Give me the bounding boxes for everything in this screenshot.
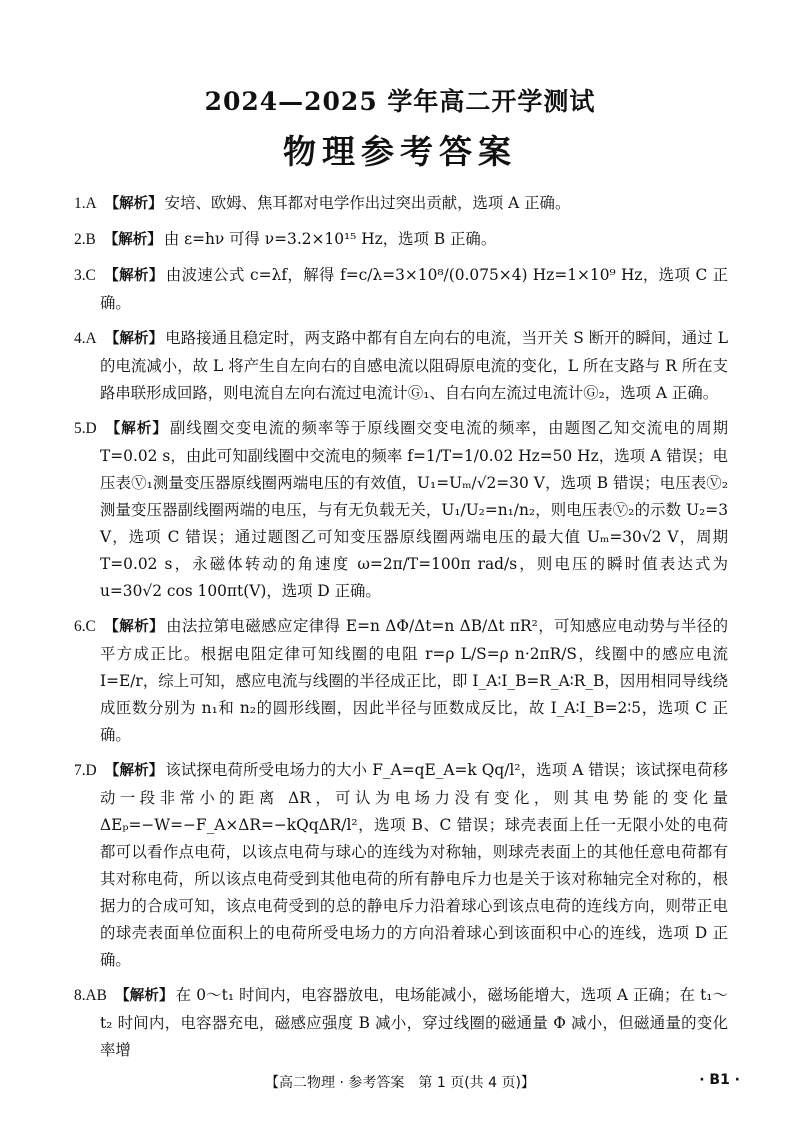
- analysis-tag: 【解析】: [104, 421, 168, 437]
- analysis-tag: 【解析】: [114, 988, 174, 1004]
- answer-number: 7.D: [74, 762, 97, 779]
- answer-number: 8.AB: [74, 987, 107, 1004]
- answer-text: 副线圈交变电流的频率等于原线圈交变电流的频率，由题图乙知交流电的周期 T=0.02 s，由此可知副线圈中交流电的频率 f=1/T=1/0.02 Hz=50 Hz，选项 A 错误；电压表Ⓥ₁测量变压器原线圈两端电压的有效值，U₁=Uₘ/√2=30 V，选项 B 错误；电压表Ⓥ₂测量变压器副线圈两端的电压，与有无负载无关，U₁/U₂=n₁/n₂，则电压表Ⓥ₂的示数 U₂=3 V，选项 C 错误；通过题图乙可知变压器原线圈两端电压的最大值 Uₘ=30√2 V，周期 T=0.02 s，永磁体转动的角速度 ω=2π/T=100π rad/s，则电压的瞬时值表达式为 u=30√2 cos 100πt(V)，选项 D 正确。: [100, 419, 728, 600]
- answer-item-6: [74, 613, 728, 749]
- analysis-tag: 【解析】: [103, 619, 165, 635]
- answer-item-5: [74, 415, 728, 605]
- answer-number: 5.D: [74, 420, 97, 437]
- analysis-tag: 【解析】: [104, 331, 164, 347]
- document-title: 2024—2025 学年高二开学测试: [204, 87, 596, 116]
- answer-item-4: [74, 325, 728, 407]
- answer-text: 在 0～t₁ 时间内，电容器放电，电场能减小，磁场能增大，选项 A 正确；在 t₁～t₂ 时间内，电容器充电，磁感应强度 B 减小，穿过线圈的磁通量 Φ 减小，但磁通量的变化率增: [100, 986, 729, 1059]
- answer-text: 该试探电荷所受电场力的大小 F_A=qE_A=k Qq/l²，选项 A 错误；该试探电荷移动一段非常小的距离 ΔR，可认为电场力没有变化，则其电势能的变化量 ΔEₚ=−W=−F_A×ΔR=−kQqΔR/l²，选项 B、C 错误；球壳表面上任一无限小处的电荷都可以看作点电荷，以该点电荷与球心的连线为对称轴，则球壳表面上的其他任意电荷都有其对称电荷，所以该点电荷受到其他电荷的所有静电斥力也是关于该对称轴完全对称的，根据力的合成可知，该点电荷受到的总的静电斥力沿着球心到该点电荷的连线方向，则带正电的球壳表面单位面积上的电荷所受电场力的方向沿着球心到该面积中心的连线，选项 D 正确。: [100, 761, 729, 969]
- answer-number: 1.A: [74, 195, 97, 212]
- answer-item-3: [74, 262, 728, 317]
- analysis-tag: 【解析】: [103, 232, 162, 248]
- analysis-tag: 【解析】: [104, 196, 163, 212]
- answer-text: 电路接通且稳定时，两支路中都有自左向右的电流，当开关 S 断开的瞬间，通过 L 的电流减小，故 L 将产生自左向右的自感电流以阻碍原电流的变化，L 所在支路与 R 所在支路串联形成回路，则电流自左向右流过电流计Ⓖ₁、自右向左流过电流计Ⓖ₂，选项 A 正确。: [100, 329, 728, 402]
- answer-text: 安培、欧姆、焦耳都对电学作出过突出贡献，选项 A 正确。: [164, 194, 571, 212]
- answer-text: 由波速公式 c=λf，解得 f=c/λ=3×10⁸/(0.075×4) Hz=1×10⁹ Hz，选项 C 正确。: [100, 266, 728, 312]
- answer-number: 6.C: [74, 618, 96, 635]
- analysis-tag: 【解析】: [103, 268, 164, 284]
- analysis-tag: 【解析】: [104, 763, 164, 779]
- answer-text: 由法拉第电磁感应定律得 E=n ΔΦ/Δt=n ΔB/Δt πR²，可知感应电动势与半径的平方成正比。根据电阻定律可知线圈的电阻 r=ρ L/S=ρ n·2πR/S，线圈中的感应电流 I=E/r，综上可知，感应电流与线圈的半径成正比，即 I_A∶I_B=R_A∶R_B，因用相同导线绕成匝数分别为 n₁和 n₂的圆形线圈，因此半径与匝数成反比，故 I_A∶I_B=2∶5，选项 C 正确。: [100, 617, 729, 744]
- answer-number: 2.B: [74, 231, 96, 248]
- answer-item-1: [74, 190, 728, 218]
- answer-item-2: [74, 226, 728, 254]
- page-footer: 【高二物理 · 参考答案 第 1 页(共 4 页)】: [265, 1075, 535, 1091]
- page-code: · B1 ·: [699, 1072, 740, 1088]
- answer-number: 4.A: [74, 330, 97, 347]
- answer-text: 由 ε=hν 可得 ν=3.2×10¹⁵ Hz，选项 B 正确。: [163, 230, 497, 248]
- answer-number: 3.C: [74, 267, 96, 284]
- document-subtitle: 物理参考答案: [283, 132, 517, 171]
- answer-item-7: [74, 757, 728, 974]
- answer-list: [74, 190, 728, 1072]
- answer-item-8: [74, 982, 728, 1064]
